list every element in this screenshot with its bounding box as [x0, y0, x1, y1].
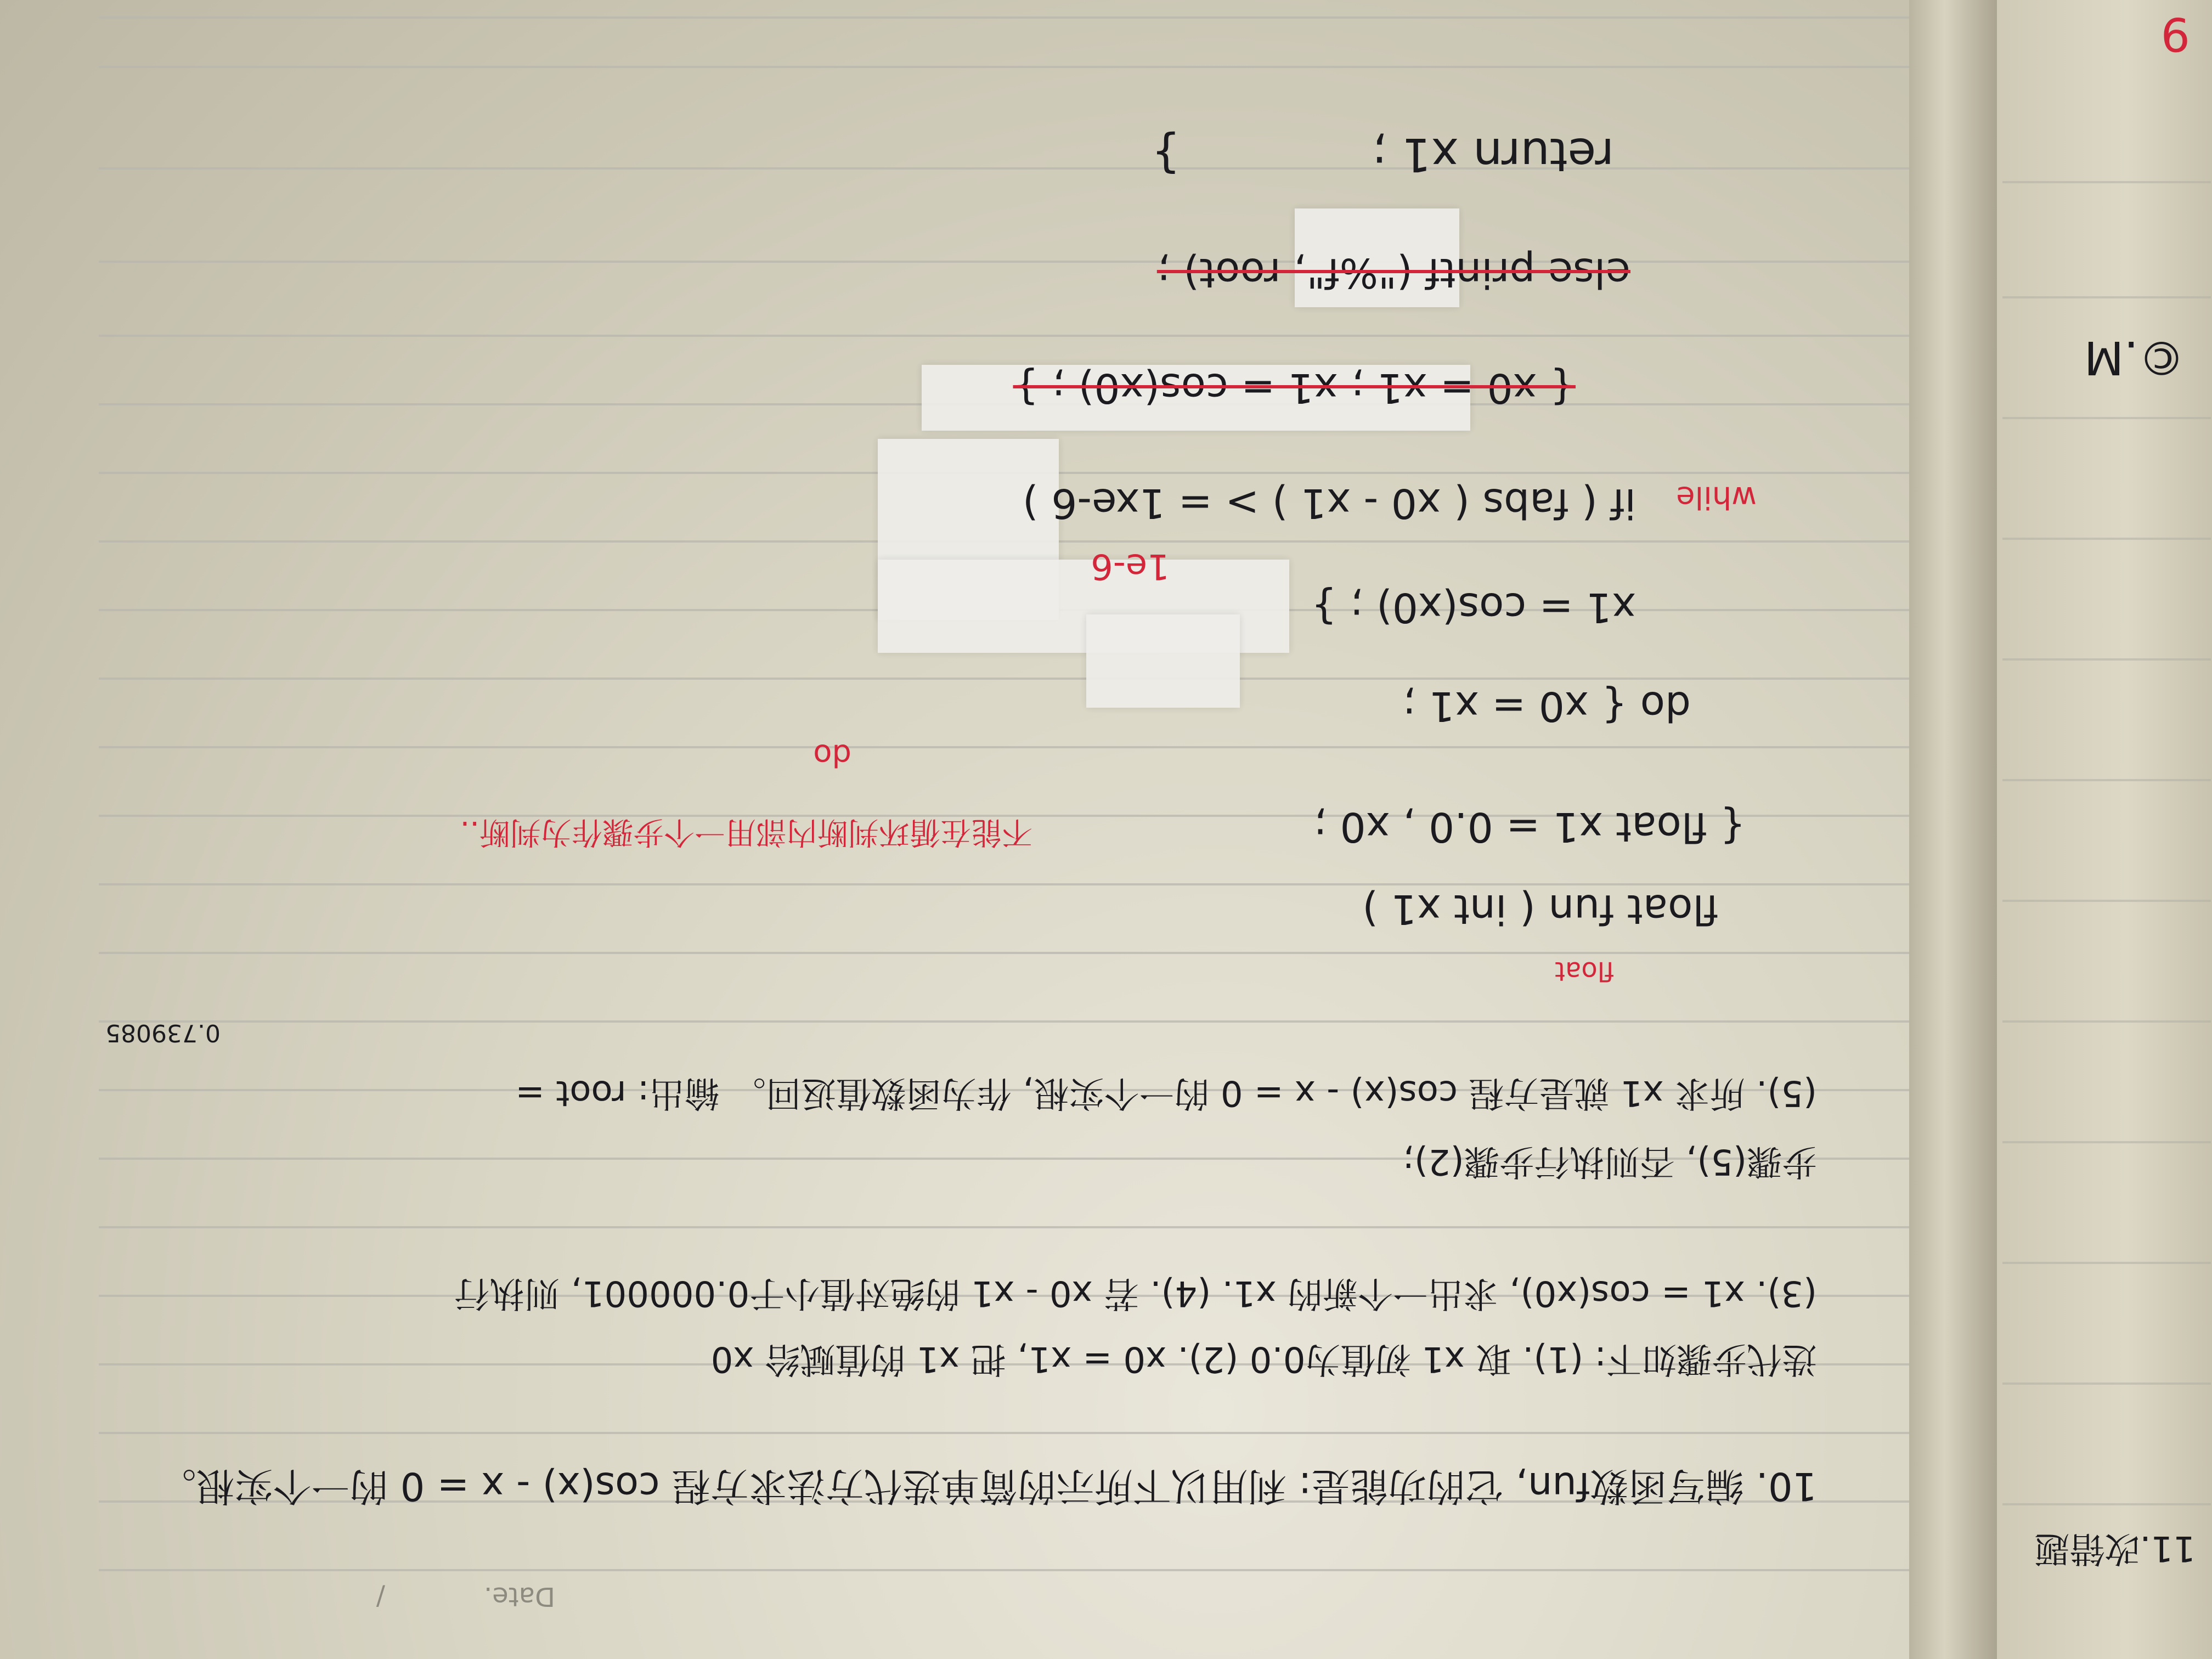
date-slash: /: [376, 1581, 385, 1612]
step-line-4: (5). 所求 x1 就是方程 cos(x) - x = 0 的一个实根, 作为函数值返回。 输出: root =: [515, 1073, 1817, 1113]
step-line-3: 步骤(5), 否则执行步骤(2);: [1402, 1141, 1817, 1182]
facing-header: 11.改错题: [2034, 1528, 2196, 1568]
code-while-line: if ( fabs ( x0 - x1 ) > = 1xe-6 ): [1022, 479, 1636, 527]
code-close-brace: }: [1151, 128, 1181, 182]
code-while-fix: while: [1676, 479, 1757, 515]
code-return: return x1 ;: [1372, 128, 1614, 182]
facing-margin-mark: ©.M: [2084, 331, 2185, 385]
question-text: 10. 编写函数fun, 它的功能是: 利用以下所示的简单迭代方法求方程 cos(x) - x = 0 的一个实根。: [157, 1464, 1817, 1509]
code-do-fix: do: [813, 737, 851, 773]
code-declaration: { float x1 = 0.0 , x0 ;: [1313, 803, 1746, 850]
step-line-1: 迭代步骤如下: (1). 取 x1 初值为0.0 (2). x0 = x1, 把 x1 的值赋给 x0: [710, 1339, 1817, 1379]
code-signature-fix: float: [1555, 956, 1614, 986]
code-signature: float fun ( int x1 ): [1362, 885, 1718, 933]
code-body: x1 = cos(x0) ; }: [1311, 584, 1636, 631]
code-crossed-block: { x0 = x1 ; x1 = cos(x0) ; }: [1013, 364, 1576, 411]
date-label: Date.: [484, 1581, 555, 1612]
facing-corner-mark: 9: [2160, 7, 2190, 61]
code-do-open: do { x0 = x1 ;: [1402, 682, 1691, 730]
step-line-2: (3). x1 = cos(x0), 求出一个新的 x1. (4). 若 x0 - x1 的绝对值小于0.000001, 则执行: [454, 1273, 1817, 1313]
code-crossed-else: else printf ("%f", root) ;: [1156, 249, 1630, 296]
code-tol-fix: 1e-6: [1091, 546, 1170, 586]
root-value: 0.739085: [105, 1019, 221, 1047]
red-note: 不能在循环判断内部用一个步骤作为判断..: [460, 814, 1032, 850]
